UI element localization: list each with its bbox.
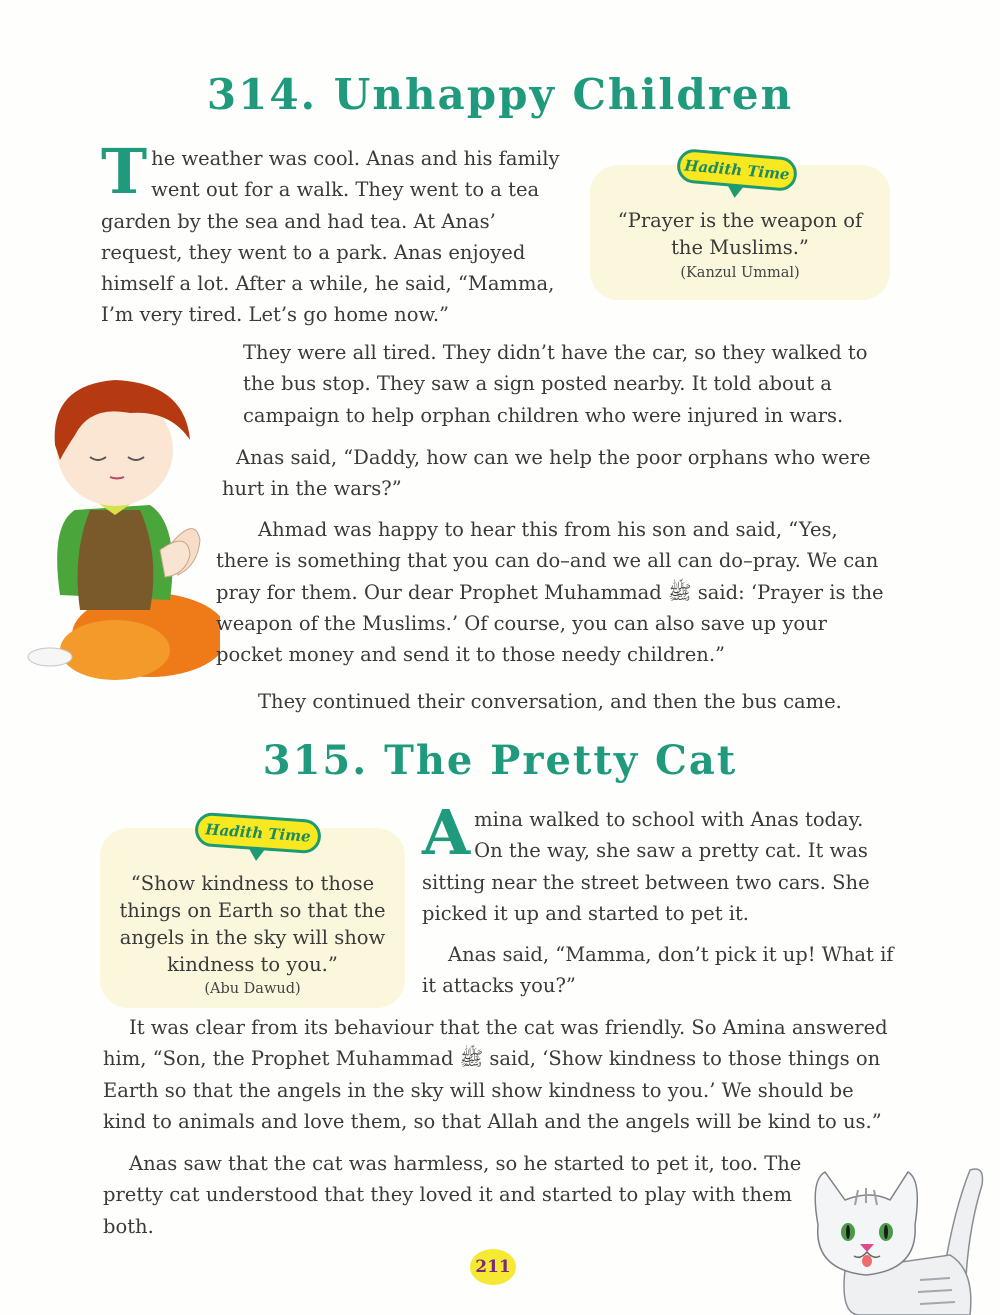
paragraph-text: he weather was cool. Anas and his family went out for a walk. They went to a tea garden by the sea and had tea. At Anas’ request, they went to a park. Anas enjoyed himself a lot. After a while, he said, “Mamma, I’m very tired. Let’s go home now.” (101, 147, 560, 327)
hadith-badge-label: Hadith Time (683, 156, 791, 184)
hadith-box-315 (100, 820, 405, 1008)
drop-cap: T (101, 135, 148, 208)
story-314-paragraph-5: They continued their conversation, and then the bus came. (258, 690, 842, 713)
story-315-paragraph-2: Anas said, “Mamma, don’t pick it up! What if it attacks you?” (422, 943, 894, 998)
hadith-time-badge (676, 148, 799, 192)
hadith-quote: “Show kindness to those things on Earth so that the angels in the sky will show kindness to you.” (119, 872, 386, 976)
cat-illustration (800, 1160, 1000, 1315)
story-315-title: 315. The Pretty Cat (262, 737, 738, 784)
hadith-quote: “Prayer is the weapon of the Muslims.” (617, 209, 863, 259)
hadith-badge-label: Hadith Time (204, 820, 312, 846)
story-314-paragraph-1 (101, 135, 571, 331)
story-315-paragraph-1 (422, 796, 897, 929)
hadith-source: (Kanzul Ummal) (680, 265, 800, 281)
story-315-paragraph-4: Anas saw that the cat was harmless, so he started to pet it, too. The pretty cat understood that they loved it and started to play with them both. (103, 1152, 802, 1238)
story-315-paragraph-3: It was clear from its behaviour that the cat was friendly. So Amina answered him, “Son, the Prophet Muhammad ﷺ said, ‘Show kindness to those things on Earth so that the angels in the sky will show kindness to you.’ We should be kind to animals and love them, so that Allah and the angels will be kind to us.” (103, 1016, 888, 1133)
drop-cap: A (422, 796, 471, 869)
paragraph-text: mina walked to school with Anas today. On the way, she saw a pretty cat. It was sitting near the street between two cars. She picked it up and started to pet it. (422, 808, 870, 925)
story-314-paragraph-2: They were all tired. They didn’t have the car, so they walked to the bus stop. They saw a sign posted nearby. It told about a campaign to help orphan children who were injured in wars. (243, 341, 868, 427)
hadith-time-badge (194, 812, 322, 855)
hadith-box-314 (590, 156, 890, 300)
story-314-paragraph-3: Anas said, “Daddy, how can we help the poor orphans who were hurt in the wars?” (222, 446, 871, 501)
praying-boy-illustration (20, 365, 220, 685)
story-314-title: 314. Unhappy Children (206, 70, 794, 119)
hadith-source: (Abu Dawud) (204, 981, 301, 997)
page-number: 211 (470, 1249, 516, 1285)
story-314-paragraph-4: Ahmad was happy to hear this from his son and said, “Yes, there is something that you can do–and we all can do–pray. We can pray for them. Our dear Prophet Muhammad ﷺ said: ‘Prayer is the weapon of the Muslims.’ Of course, you can also save up your pocket money and send it to those needy children.” (216, 518, 884, 667)
